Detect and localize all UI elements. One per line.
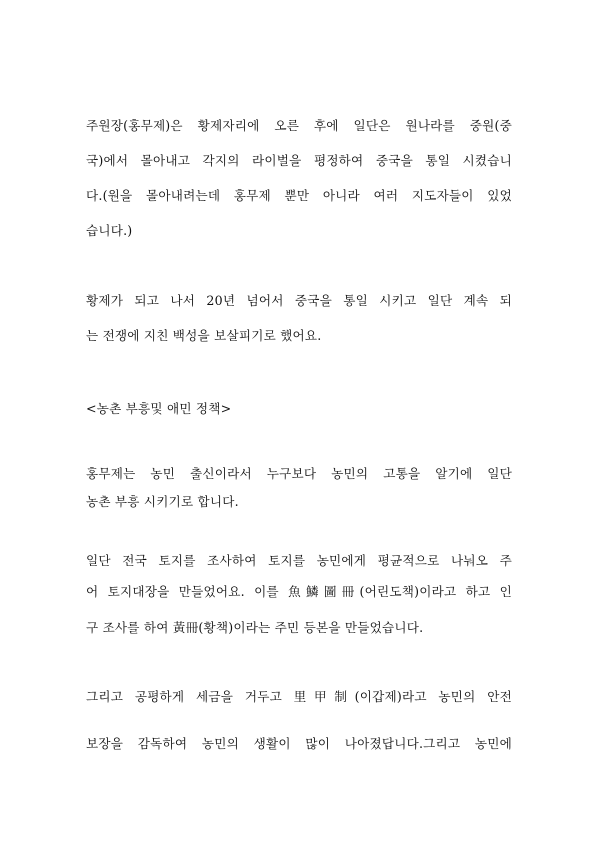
paragraph-1-line-3: 다.(원을 몰아내려는데 홍무제 뿐만 아니라 여러 지도자들이 있었 <box>86 188 512 203</box>
paragraph-4-line-2: 어 토지대장을 만들었어요. 이를 魚鱗圖冊(어린도책)이라고 하고 인 <box>86 584 512 599</box>
section-heading: <농촌 부흥및 애민 정책> <box>86 401 232 416</box>
paragraph-3-line-2: 농촌 부흥 시키기로 합니다. <box>86 494 239 509</box>
paragraph-2-line-1: 황제가 되고 나서 20년 넘어서 중국을 통일 시키고 일단 계속 되 <box>86 293 512 308</box>
paragraph-1-line-4: 습니다.) <box>86 223 133 238</box>
paragraph-2-line-2: 는 전쟁에 지친 백성을 보살피기로 했어요. <box>86 328 322 343</box>
paragraph-5-line-2: 보장을 감독하여 농민의 생활이 많이 나아졌답니다.그리고 농민에 <box>86 736 512 751</box>
paragraph-1-line-2: 국)에서 몰아내고 각지의 라이벌을 평정하여 중국을 통일 시켰습니 <box>86 153 512 168</box>
paragraph-4-line-1: 일단 전국 토지를 조사하여 토지를 농민에게 평균적으로 나눠오 주 <box>86 553 512 568</box>
paragraph-5-line-1: 그리고 공평하게 세금을 거두고 里甲制(이갑제)라고 농민의 안전 <box>86 689 512 704</box>
paragraph-1-line-1: 주원장(홍무제)은 황제자리에 오른 후에 일단은 원나라를 중원(중 <box>86 118 512 133</box>
paragraph-3-line-1: 홍무제는 농민 출신이라서 누구보다 농민의 고통을 알기에 일단 <box>86 466 512 481</box>
paragraph-4-line-3: 구 조사를 하여 黃冊(황책)이라는 주민 등본을 만들었습니다. <box>86 620 424 635</box>
